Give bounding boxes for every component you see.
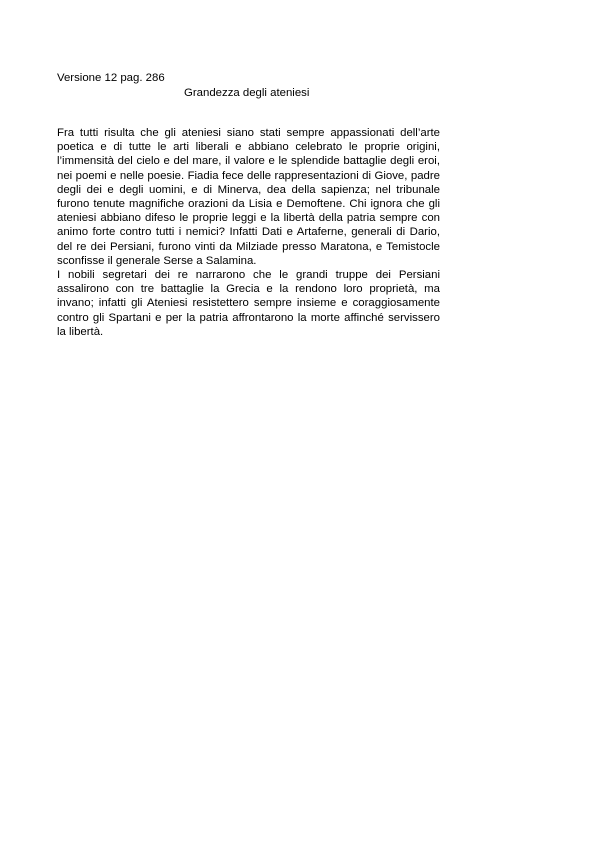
document-body (57, 126, 440, 339)
document-header: Versione 12 pag. 286 (57, 72, 165, 84)
body-paragraph-1: Fra tutti risulta che gli ateniesi siano stati sempre appassionati dell’arte poetica e di tutte le arti liberali e abbiano celebrato le proprie origini, l’immensità del cielo e del mare, il valore e le splendide battaglie degli eroi, nei poemi e nelle poesie. Fiadia fece delle rappresentazioni di Giove, padre degli dei e degli uomini, e di Minerva, dea della sapienza; nel tribunale furono tenute magnifiche orazioni da Lisia e Demoftene. Chi ignora che gli ateniesi abbiano difeso le proprie leggi e la libertà della patria sempre con animo forte contro tutti i nemici? Infatti Dati e Artaferne, generali di Dario, del re dei Persiani, furono vinti da Milziade presso Maratona, e Temistocle sconfisse il generale Serse a Salamina. (57, 127, 440, 267)
body-paragraph-2: I nobili segretari dei re narrarono che le grandi truppe dei Persiani assalirono con tre battaglie la Grecia e la rendono loro proprietà, ma invano; infatti gli Ateniesi resistettero sempre insieme e coraggiosamente contro gli Spartani e per la patria affrontarono la morte affinché servissero la libertà. (57, 269, 440, 338)
document-title: Grandezza degli ateniesi (184, 87, 310, 99)
